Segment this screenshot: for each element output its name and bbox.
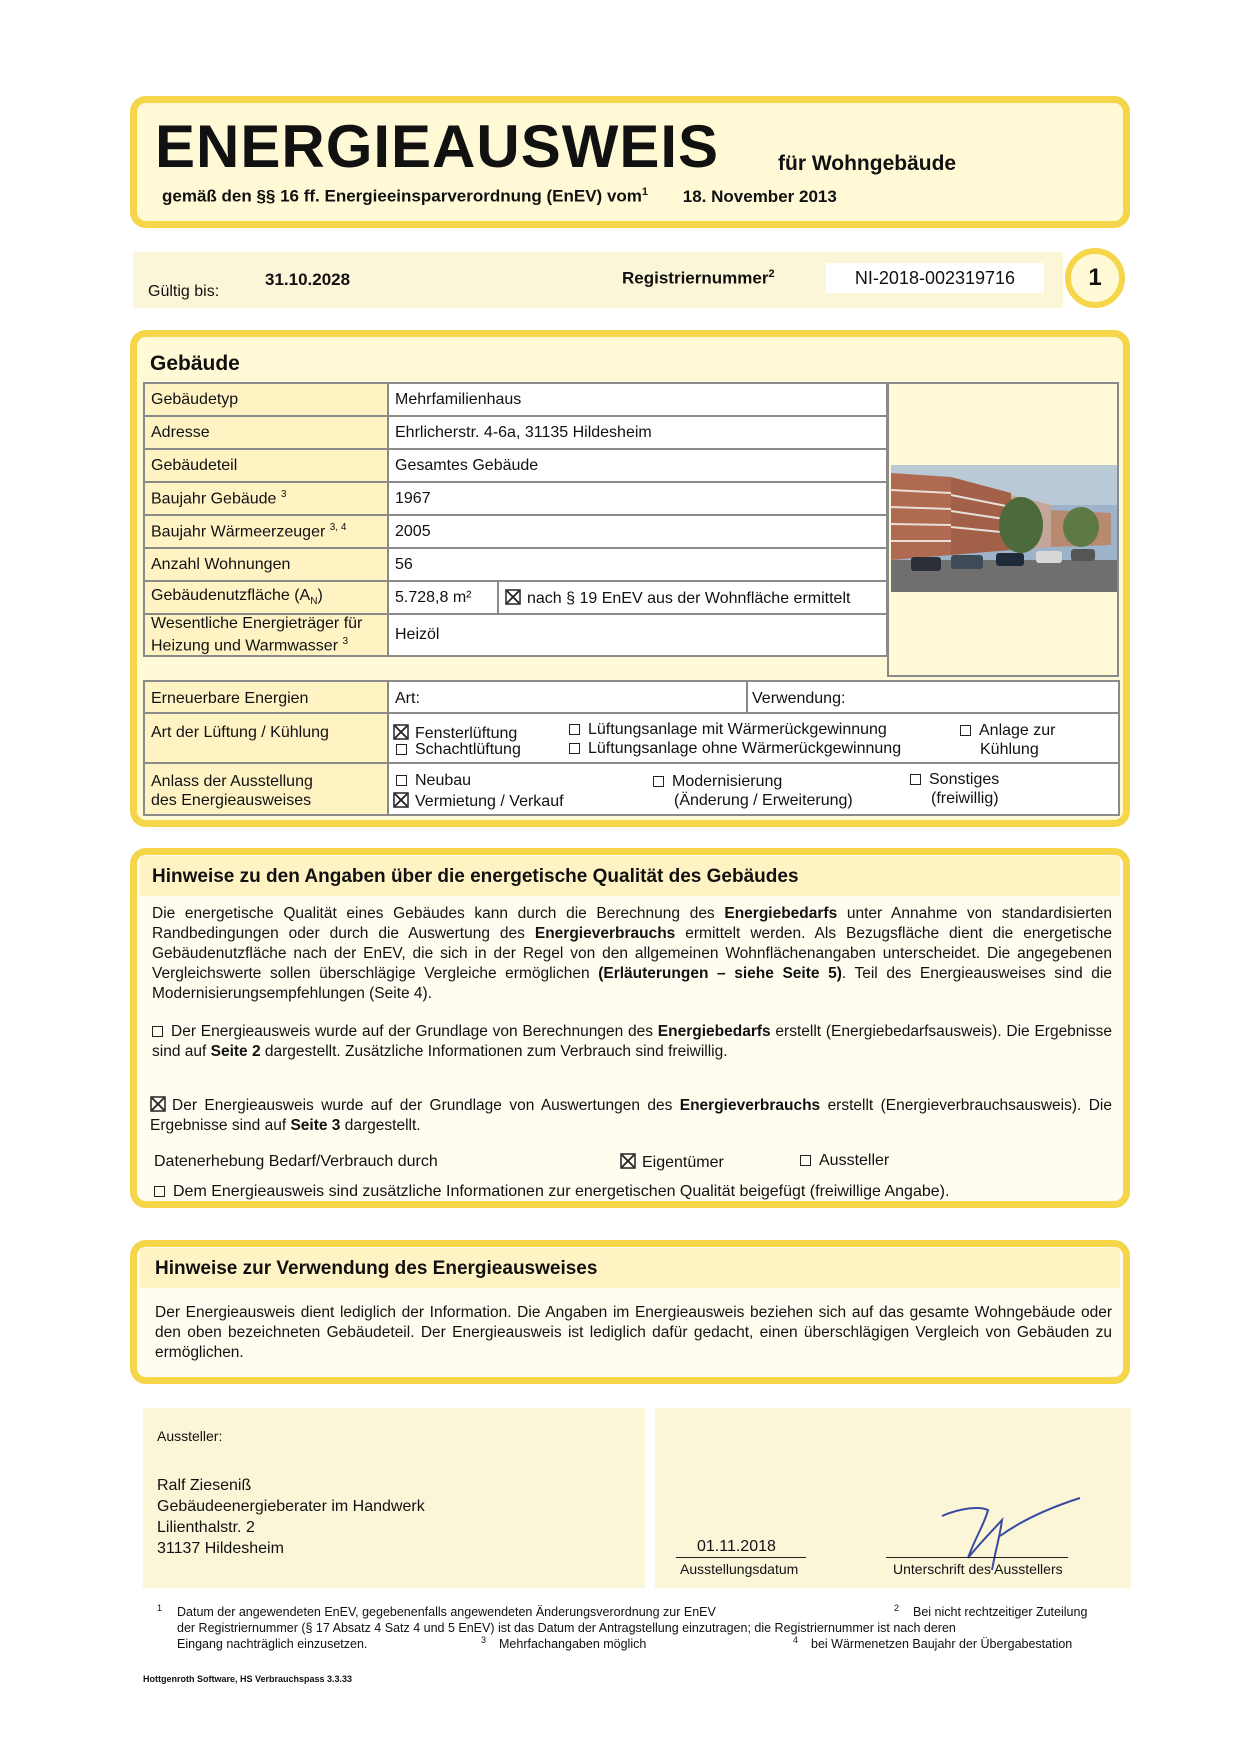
energy-carrier-label — [144, 614, 388, 656]
notes-text: erstellt (Energiebedarfsausweis). Die Ergebnisse sind auf — [152, 1023, 1112, 1060]
building-heading: Gebäude — [150, 352, 240, 375]
usage-heading: Hinweise zur Verwendung des Energieausweises — [155, 1258, 598, 1279]
footnote-number: 4 — [793, 1635, 799, 1645]
footnote-line-1 — [157, 1604, 1117, 1620]
notes-text: Der Energieausweis wurde auf der Grundlage von Auswertungen des — [172, 1097, 680, 1114]
area-label-close: ) — [317, 587, 323, 605]
regulation-date: 18. November 2013 — [682, 186, 837, 206]
footnote-line-3 — [157, 1636, 1117, 1652]
notes-option-consumption[interactable] — [150, 1094, 1112, 1136]
reason-other-text2: (freiwillig) — [931, 790, 999, 807]
issuer-label: Aussteller: — [157, 1428, 223, 1444]
building-table — [143, 382, 888, 657]
checkbox-icon — [154, 1186, 165, 1197]
registration-number: NI-2018-002319716 — [826, 263, 1044, 293]
row-value: 2005 — [388, 515, 887, 548]
row-label: Gebäudeteil — [144, 449, 388, 482]
area-label-text: Gebäudenutzfläche (A — [151, 587, 311, 605]
data-owner-text: Eigentümer — [642, 1154, 724, 1171]
notes-text: unter Annahme von standardisierten Randbedingungen oder durch die Auswertung des — [152, 905, 1112, 942]
ventilation-label: Art der Lüftung / Kühlung — [151, 724, 329, 741]
registration-label — [622, 268, 775, 289]
notes-bold: Energieverbrauchs — [534, 925, 676, 942]
checkbox-icon — [569, 724, 580, 735]
table-row — [144, 548, 887, 581]
checkbox-icon — [800, 1155, 811, 1166]
renewable-art-cell — [389, 682, 748, 712]
energy-label-line2: Heizung und Warmwasser — [151, 637, 339, 655]
regulation-line — [162, 186, 837, 207]
issue-date-label: Ausstellungsdatum — [680, 1561, 799, 1577]
table-row — [144, 449, 887, 482]
title-subtitle-right: für Wohngebäude — [778, 152, 957, 175]
row-label-mark: 3, 4 — [329, 521, 347, 533]
notes-paragraph — [152, 904, 1112, 1004]
issue-date: 01.11.2018 — [697, 1538, 776, 1555]
reason-label — [151, 772, 313, 810]
renewable-use: Verwendung: — [752, 690, 846, 707]
checkbox-icon — [396, 775, 407, 786]
notes-heading: Hinweise zu den Angaben über die energetische Qualität des Gebäudes — [152, 866, 799, 887]
reason-other[interactable] — [910, 770, 999, 808]
area-option-text: nach § 19 EnEV aus der Wohnfläche ermittelt — [527, 590, 851, 607]
vent-cooling-text: Anlage zur — [979, 722, 1056, 739]
checkbox-icon — [960, 725, 971, 736]
notes-bold: Energiebedarfs — [724, 905, 838, 922]
notes-bold: Energiebedarfs — [657, 1023, 771, 1040]
table-row — [144, 581, 887, 614]
energy-label-line1: Wesentliche Energieträger für — [151, 615, 363, 632]
footnote-text: Mehrfachangaben möglich — [499, 1637, 647, 1651]
checkbox-icon — [653, 776, 664, 787]
software-credit: Hottgenroth Software, HS Verbrauchspass 3.3.33 — [143, 1674, 353, 1684]
checkbox-icon — [396, 744, 407, 755]
signature-label: Unterschrift des Ausstellers — [893, 1561, 1063, 1577]
issuer-role: Gebäudeenergieberater im Handwerk — [157, 1498, 425, 1515]
reason-label-line2: des Energieausweises — [151, 792, 312, 809]
notes-text: dargestellt. — [340, 1117, 421, 1134]
row-label-text: Baujahr Wärmeerzeuger — [151, 523, 326, 541]
table-row — [144, 416, 887, 449]
row-label-text: Baujahr Gebäude — [151, 490, 277, 508]
table-row — [144, 614, 887, 656]
vent-without-recovery[interactable] — [569, 740, 901, 758]
valid-until-label: Gültig bis: — [148, 283, 220, 300]
row-label — [144, 515, 388, 548]
row-value: 56 — [388, 548, 887, 581]
energy-label-mark: 3 — [342, 636, 349, 647]
row-value: Ehrlicherstr. 4-6a, 31135 Hildesheim — [388, 416, 887, 449]
notes-bold: Seite 3 — [290, 1117, 341, 1134]
reason-other-text: Sonstiges — [929, 771, 1000, 788]
checkbox-checked-icon — [620, 1153, 636, 1169]
checkbox-icon — [569, 743, 580, 754]
footnote-number: 3 — [481, 1635, 487, 1645]
footnote-text: Datum der angewendeten EnEV, gegebenenfalls angewendeten Änderungsverordnung zur EnEV — [177, 1605, 716, 1619]
row-value: Gesamtes Gebäude — [388, 449, 887, 482]
issuer-street: Lilienthalstr. 2 — [157, 1519, 255, 1536]
table-row — [144, 482, 887, 515]
data-owner[interactable] — [620, 1151, 724, 1172]
row-label-mark: 3 — [280, 488, 287, 500]
energy-carrier-value: Heizöl — [388, 614, 887, 656]
reason-rent-sale[interactable] — [393, 790, 564, 811]
vent-cooling-text2: Kühlung — [980, 741, 1039, 758]
footnote-mark: 1 — [641, 186, 649, 198]
reason-modernisation-text2: (Änderung / Erweiterung) — [674, 792, 853, 809]
issue-date-line — [676, 1557, 806, 1558]
reason-modernisation[interactable] — [653, 772, 853, 810]
row-label: Gebäudetyp — [144, 383, 388, 416]
row-value: 1967 — [388, 482, 887, 515]
area-value: 5.728,8 m² — [388, 581, 498, 614]
notes-text: dargestellt. Zusätzliche Informationen zum Verbrauch sind freiwillig. — [260, 1043, 728, 1060]
checkbox-checked-icon — [505, 589, 521, 605]
footnotes — [157, 1604, 1117, 1652]
valid-until-value: 31.10.2028 — [265, 270, 351, 289]
checkbox-icon — [152, 1026, 163, 1037]
issuer-city: 31137 Hildesheim — [157, 1540, 284, 1557]
table-row — [144, 515, 887, 548]
issuer-name: Ralf Ziesenіß — [157, 1477, 252, 1494]
table-row — [144, 383, 887, 416]
checkbox-checked-icon — [393, 724, 409, 740]
reason-new[interactable] — [396, 772, 471, 790]
row-value: Mehrfamilienhaus — [388, 383, 887, 416]
footnote-text: Eingang nachträglich einzusetzen. — [177, 1637, 368, 1651]
notes-option-demand[interactable] — [152, 1022, 1112, 1062]
row-label — [144, 482, 388, 515]
vent-without-recovery-text: Lüftungsanlage ohne Wärmerückgewinnung — [588, 740, 902, 757]
footnote-text: bei Wärmenetzen Baujahr der Übergabestation — [811, 1637, 1073, 1651]
notes-extra[interactable] — [154, 1183, 949, 1201]
document-title: ENERGIEAUSWEIS — [155, 113, 720, 180]
vent-shaft[interactable] — [396, 741, 521, 759]
reason-label-line1: Anlass der Ausstellung — [151, 773, 313, 790]
renewable-art: Art: — [395, 690, 420, 707]
vent-cooling[interactable] — [960, 721, 1056, 759]
notes-text: . Teil des Energieausweises sind die Modernisierungsempfehlungen (Seite 4). — [152, 965, 1112, 1002]
notes-text: Der Energieausweis wurde auf der Grundlage von Berechnungen des — [171, 1023, 658, 1040]
data-issuer[interactable] — [800, 1152, 889, 1170]
vent-window-text: Fensterlüftung — [415, 725, 518, 742]
notes-bold: (Erläuterungen – siehe Seite 5) — [598, 965, 842, 982]
signature-line — [886, 1557, 1068, 1558]
renewable-label: Erneuerbare Energien — [151, 690, 309, 707]
notes-text: Die energetische Qualität eines Gebäudes kann durch die Berechnung des — [152, 905, 725, 922]
registration-mark: 2 — [768, 268, 775, 280]
notes-bold: Energieverbrauchs — [679, 1097, 821, 1114]
regulation-text: gemäß den §§ 16 ff. Energieeinsparverordnung (EnEV) vom — [162, 186, 642, 206]
reason-rent-sale-text: Vermietung / Verkauf — [415, 793, 564, 810]
footnote-text: Bei nicht rechtzeitiger Zuteilung — [913, 1605, 1088, 1619]
notes-text: erstellt (Energieverbrauchsausweis). Die Ergebnisse sind auf — [150, 1097, 1112, 1134]
notes-bold: Seite 2 — [210, 1043, 261, 1060]
checkbox-checked-icon — [393, 792, 409, 808]
vent-with-recovery-text: Lüftungsanlage mit Wärmerückgewinnung — [588, 721, 887, 738]
reason-new-text: Neubau — [415, 772, 472, 789]
checkbox-checked-icon — [150, 1096, 166, 1112]
footnote-number: 2 — [894, 1603, 900, 1613]
area-option — [498, 581, 887, 614]
vent-window[interactable] — [393, 722, 517, 743]
notes-extra-text: Dem Energieausweis sind zusätzliche Informationen zur energetischen Qualität beigefügt (freiwillige Angabe). — [173, 1183, 950, 1200]
row-label: Anzahl Wohnungen — [144, 548, 388, 581]
row-label: Adresse — [144, 416, 388, 449]
data-collection-label: Datenerhebung Bedarf/Verbrauch durch — [154, 1153, 438, 1170]
photo-cell-border — [887, 382, 1119, 677]
footnote-number: 1 — [157, 1603, 163, 1613]
registration-label-text: Registriernummer — [622, 268, 769, 288]
area-label — [144, 581, 388, 614]
notes-text: ermittelt werden. Als Bezugsfläche dient die energetische Gebäudenutzfläche nach der EnEV, die sich in der Regel von den allgemeinen Wohnflächenangaben unterscheidet. Die angegebenen Vergleichswerte sollen überschlägige Vergleiche ermöglichen — [152, 925, 1112, 982]
data-issuer-text: Aussteller — [819, 1152, 890, 1169]
vent-shaft-text: Schachtlüftung — [415, 741, 521, 758]
page-number-badge: 1 — [1065, 248, 1125, 308]
area-label-sub: N — [310, 596, 318, 608]
usage-text: Der Energieausweis dient lediglich der Information. Die Angaben im Energieausweis beziehen sich auf das gesamte Wohngebäude oder den oben bezeichneten Gebäudeteil. Der Energieausweis ist lediglich dafür gedacht, einen überschlägigen Vergleich von Gebäuden zu ermöglichen. — [155, 1304, 1112, 1361]
vent-with-recovery[interactable] — [569, 721, 887, 739]
checkbox-icon — [910, 774, 921, 785]
reason-modernisation-text: Modernisierung — [672, 773, 783, 790]
footnote-line-2: der Registriernummer (§ 17 Absatz 4 Satz 4 und 5 EnEV) ist das Datum der Antragstellung einzutragen; die Registriernummer ist nach deren — [177, 1621, 956, 1635]
